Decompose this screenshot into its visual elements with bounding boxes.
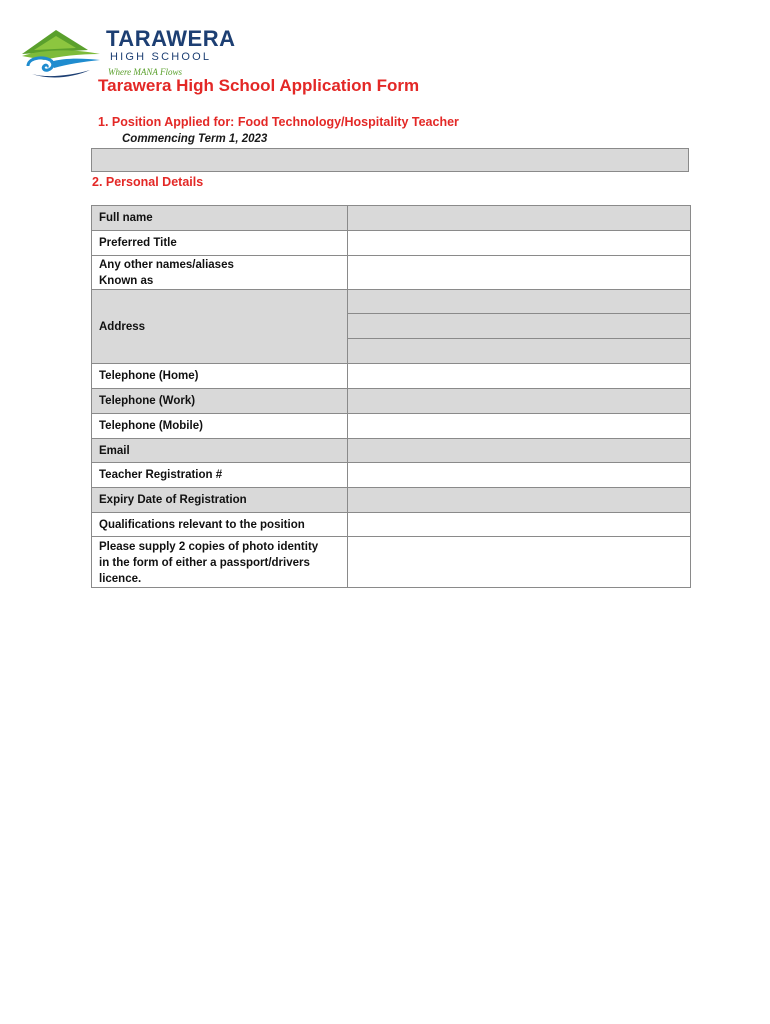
photo-identity-line3: licence. <box>99 573 142 585</box>
other-names-label-line1: Any other names/aliases <box>99 258 234 271</box>
table-row <box>92 463 691 488</box>
table-row <box>92 389 691 414</box>
preferred-title-label: Preferred Title <box>92 231 348 256</box>
table-row <box>92 488 691 513</box>
photo-identity-line1: Please supply 2 copies of photo identity <box>99 541 319 553</box>
full-name-field[interactable] <box>348 206 691 231</box>
logo-tagline: Where MANA Flows <box>108 67 182 77</box>
other-names-label-line2: Known as <box>99 274 154 287</box>
address-line-1-field[interactable] <box>348 290 691 314</box>
table-row <box>92 231 691 256</box>
school-emblem-icon <box>20 28 102 80</box>
logo-school-name: TARAWERA <box>106 26 236 51</box>
form-title: Tarawera High School Application Form <box>98 76 420 95</box>
table-row <box>92 256 691 290</box>
full-name-label: Full name <box>92 206 348 231</box>
other-names-field[interactable] <box>348 256 691 290</box>
teacher-registration-field[interactable] <box>348 463 691 488</box>
telephone-work-field[interactable] <box>348 389 691 414</box>
photo-identity-field[interactable] <box>348 537 691 588</box>
qualifications-label: Qualifications relevant to the position <box>92 513 348 537</box>
position-input-field[interactable] <box>91 148 689 172</box>
telephone-mobile-field[interactable] <box>348 414 691 439</box>
expiry-date-label: Expiry Date of Registration <box>92 488 348 513</box>
table-row <box>92 414 691 439</box>
school-logo <box>20 26 236 82</box>
telephone-work-label: Telephone (Work) <box>92 389 348 414</box>
teacher-registration-label: Teacher Registration # <box>92 463 348 488</box>
email-field[interactable] <box>348 439 691 463</box>
email-label: Email <box>92 439 348 463</box>
expiry-date-field[interactable] <box>348 488 691 513</box>
photo-identity-label <box>92 537 348 588</box>
logo-subtitle: HIGH SCHOOL <box>110 51 212 63</box>
qualifications-field[interactable] <box>348 513 691 537</box>
table-row <box>92 439 691 463</box>
section-position-subheading: Commencing Term 1, 2023 <box>122 133 268 145</box>
address-line-3-field[interactable] <box>348 339 691 364</box>
photo-identity-line2: in the form of either a passport/drivers <box>99 557 310 569</box>
section-personal-heading: 2. Personal Details <box>92 175 204 189</box>
personal-details-table <box>91 205 691 588</box>
telephone-home-label: Telephone (Home) <box>92 364 348 389</box>
table-row <box>92 206 691 231</box>
telephone-mobile-label: Telephone (Mobile) <box>92 414 348 439</box>
table-row <box>92 364 691 389</box>
table-row <box>92 513 691 537</box>
table-row <box>92 537 691 588</box>
address-label: Address <box>92 290 348 364</box>
section-position-heading: 1. Position Applied for: Food Technology/Hospitality Teacher <box>98 115 459 129</box>
table-row <box>92 290 691 314</box>
telephone-home-field[interactable] <box>348 364 691 389</box>
address-line-2-field[interactable] <box>348 314 691 339</box>
other-names-label <box>92 256 348 290</box>
preferred-title-field[interactable] <box>348 231 691 256</box>
